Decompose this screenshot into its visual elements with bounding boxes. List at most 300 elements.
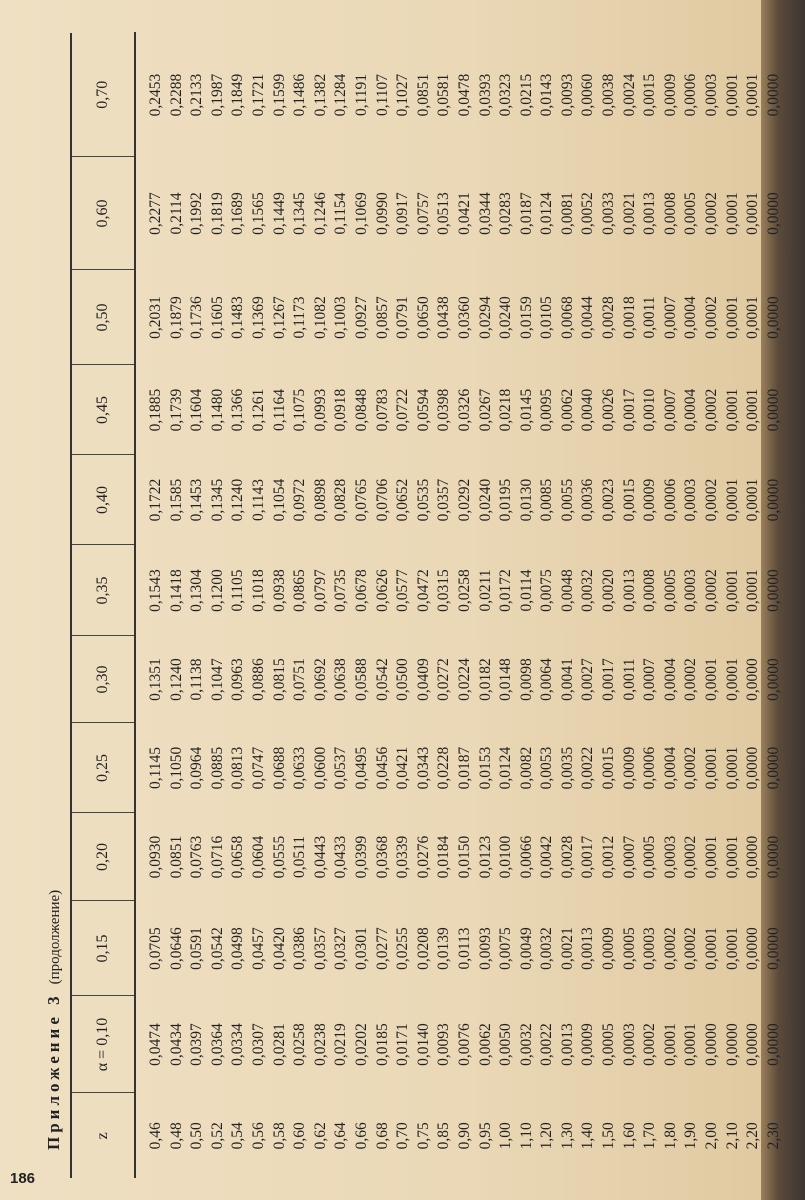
table-cell: 0,0277 [373, 927, 391, 970]
table-cell: 0,0393 [476, 73, 494, 117]
header-alpha: 0,20 [71, 813, 135, 901]
table-cell: 0,0930 [147, 835, 164, 879]
table-cell: 0,0918 [332, 388, 350, 432]
table-cell: 0,0076 [455, 1023, 473, 1066]
table-caption [40, 890, 68, 1150]
table-cell: 0,0421 [455, 192, 473, 235]
table-cell: 0,0013 [620, 569, 638, 612]
table-cell: 0,1164 [270, 388, 288, 432]
table-cell: 0,0000 [764, 192, 782, 235]
table-cell: 0,0002 [703, 192, 721, 235]
table-cell: 0,0542 [373, 658, 391, 701]
table-cell: 0,0000 [764, 835, 782, 879]
table-cell: 0,0001 [723, 478, 741, 522]
table-cell: 0,0184 [435, 835, 453, 879]
table-cell: 0,0326 [455, 388, 473, 432]
table-cell: 0,0001 [723, 835, 741, 879]
table-cell: 0,0258 [291, 1023, 309, 1066]
table-cell: 2,10 [723, 1122, 741, 1150]
table-cell: 0,0015 [600, 746, 618, 790]
table-cell: 0,0283 [497, 192, 515, 235]
table-cell: 0,0000 [764, 388, 782, 432]
table-cell: 0,0064 [538, 658, 556, 701]
table-cell: 0,0007 [620, 835, 638, 879]
table-cell: 0,1018 [249, 569, 267, 612]
table-cell: 0,1191 [352, 73, 370, 117]
table-cell: 0,0705 [147, 927, 164, 970]
header-alpha: 0,35 [71, 545, 135, 636]
table-cell: 0,0000 [703, 1023, 721, 1066]
table-cell: 0,0434 [167, 1023, 185, 1066]
table-cell: 0,0001 [703, 835, 721, 879]
table-cell: 0,0000 [764, 927, 782, 970]
table-cell: 0,0001 [744, 73, 762, 117]
table-cell: 0,1284 [332, 73, 350, 117]
table-cell: 0,1082 [311, 296, 329, 339]
table-cell: 0,0885 [208, 746, 226, 790]
table-cell: 0,0001 [744, 478, 762, 522]
table-cell: 0,0002 [682, 658, 700, 701]
table-cell: 0,0001 [661, 1023, 679, 1066]
table-cell: 0,52 [208, 1122, 226, 1150]
table-cell: 0,1003 [332, 296, 350, 339]
table-cell: 0,0211 [476, 569, 494, 612]
table-cell: 0,1173 [291, 296, 309, 339]
table-cell: 0,1369 [249, 296, 267, 339]
table-cell: 0,2031 [147, 296, 164, 339]
table-cell: 0,0053 [538, 746, 556, 790]
table-cell: 0,0722 [394, 388, 412, 432]
column-values [135, 33, 784, 157]
table-cell: 0,0542 [208, 927, 226, 970]
table-cell: 0,0007 [661, 296, 679, 339]
table-cell: 0,0457 [249, 927, 267, 970]
table-cell: 1,40 [579, 1122, 597, 1150]
table-cell: 0,0001 [703, 927, 721, 970]
column-values [135, 270, 784, 365]
table-cell: 0,0202 [352, 1023, 370, 1066]
table-cell: 0,0238 [311, 1023, 329, 1066]
table-cell: 0,0591 [188, 927, 206, 970]
table-cell: 0,54 [229, 1122, 247, 1150]
table-cell: 0,0001 [723, 73, 741, 117]
table-cell: 0,0763 [188, 835, 206, 879]
table-cell: 0,0815 [270, 658, 288, 701]
table-cell: 0,0438 [435, 296, 453, 339]
table-cell: 0,0003 [682, 478, 700, 522]
table-cell: 0,0187 [455, 746, 473, 790]
table-cell: 0,1418 [167, 569, 185, 612]
table-cell: 0,0500 [394, 658, 412, 701]
table-cell: 0,0001 [682, 1023, 700, 1066]
table-cell: 0,0344 [476, 192, 494, 235]
table-cell: 0,0386 [291, 927, 309, 970]
table-cell: 0,0577 [394, 569, 412, 612]
table-cell: 0,0000 [744, 1023, 762, 1066]
table-cell: 0,0007 [661, 388, 679, 432]
table-cell: 0,0650 [414, 296, 432, 339]
table-cell: 0,0343 [414, 746, 432, 790]
header-alpha: 0,15 [71, 901, 135, 996]
table-cell: 0,0003 [620, 1023, 638, 1066]
table-cell: 0,0015 [620, 478, 638, 522]
table-cell: 0,0093 [435, 1023, 453, 1066]
table-cell: 1,00 [497, 1122, 515, 1150]
table-cell: 0,0276 [414, 835, 432, 879]
table-cell: 0,0139 [435, 927, 453, 970]
table-cell: 0,2277 [147, 192, 164, 235]
table-cell: 0,56 [249, 1122, 267, 1150]
table-cell: 0,0012 [600, 835, 618, 879]
table-cell: 0,0339 [394, 835, 412, 879]
table-cell: 0,0052 [579, 192, 597, 235]
table-cell: 0,0032 [517, 1023, 535, 1066]
table-cell: 0,0001 [723, 746, 741, 790]
table-cell: 0,0000 [764, 746, 782, 790]
table-cell: 0,1200 [208, 569, 226, 612]
table-cell: 0,0813 [229, 746, 247, 790]
table-cell: 0,0000 [764, 658, 782, 701]
table-cell: 0,1345 [291, 192, 309, 235]
table-cell: 0,0042 [538, 835, 556, 879]
table-cell: 1,50 [600, 1122, 618, 1150]
table-cell: 0,0062 [476, 1023, 494, 1066]
table-cell: 0,0638 [332, 658, 350, 701]
table-cell: 0,0594 [414, 388, 432, 432]
table-cell: 0,0040 [579, 388, 597, 432]
table-cell: 0,1345 [208, 478, 226, 522]
column-values [135, 723, 784, 813]
table-cell: 0,0022 [538, 1023, 556, 1066]
table-cell: 0,1879 [167, 296, 185, 339]
table-cell: 0,0000 [764, 478, 782, 522]
table-cell: 0,62 [311, 1122, 329, 1150]
table-cell: 0,0068 [558, 296, 576, 339]
table-cell: 0,1722 [147, 478, 164, 522]
header-alpha: 0,40 [71, 455, 135, 545]
table-cell: 0,0017 [579, 835, 597, 879]
table-cell: 0,0399 [352, 835, 370, 879]
table-cell: 0,0420 [270, 927, 288, 970]
table-cell: 0,0027 [579, 658, 597, 701]
table-cell: 0,0002 [682, 835, 700, 879]
table-cell: 0,0062 [558, 388, 576, 432]
table-cell: 0,1885 [147, 388, 164, 432]
table-cell: 0,0002 [703, 296, 721, 339]
table-cell: 0,0009 [600, 927, 618, 970]
table-cell: 0,0219 [332, 1023, 350, 1066]
table-cell: 0,0004 [661, 746, 679, 790]
table-cell: 0,0082 [517, 746, 535, 790]
table-cell: 0,1599 [270, 73, 288, 117]
table-cell: 0,0011 [620, 658, 638, 701]
table-cell: 0,0990 [373, 192, 391, 235]
table-cell: 0,2288 [167, 73, 185, 117]
table-cell: 0,0368 [373, 835, 391, 879]
table-cell: 0,0002 [682, 746, 700, 790]
table-cell: 0,0511 [291, 835, 309, 879]
table-cell: 0,1382 [311, 73, 329, 117]
table-cell: 0,0678 [352, 569, 370, 612]
table-cell: 0,1689 [229, 192, 247, 235]
table-cell: 0,1483 [229, 296, 247, 339]
table-cell: 0,0145 [517, 388, 535, 432]
table-cell: 0,0001 [723, 927, 741, 970]
table-cell: 0,0757 [414, 192, 432, 235]
table-cell: 0,0172 [497, 569, 515, 612]
table-cell: 0,0218 [497, 388, 515, 432]
table-cell: 0,0000 [744, 658, 762, 701]
table-cell: 0,0633 [291, 746, 309, 790]
table-cell: 0,0148 [497, 658, 515, 701]
table-cell: 1,80 [661, 1122, 679, 1150]
table-cell: 0,0272 [435, 658, 453, 701]
table-cell: 0,2133 [188, 73, 206, 117]
table-cell: 0,0972 [291, 478, 309, 522]
table-cell: 0,0397 [188, 1023, 206, 1066]
table-cell: 0,1154 [332, 192, 350, 235]
table-cell: 0,0478 [455, 73, 473, 117]
table-cell: 2,00 [703, 1122, 721, 1150]
table-cell: 0,0292 [455, 478, 473, 522]
caption-main: Приложение 3 [44, 992, 63, 1150]
table-cell: 0,0535 [414, 478, 432, 522]
table-cell: 0,0187 [517, 192, 535, 235]
table-cell: 0,0215 [517, 73, 535, 117]
table-cell: 0,0002 [682, 927, 700, 970]
table-cell: 0,1486 [291, 73, 309, 117]
table-cell: 0,0021 [620, 192, 638, 235]
table-cell: 0,1819 [208, 192, 226, 235]
table-cell: 0,1027 [394, 73, 412, 117]
table-cell: 0,1145 [147, 746, 164, 790]
header-alpha: 0,45 [71, 365, 135, 455]
table-cell: 0,0005 [600, 1023, 618, 1066]
caption-sub: (продолжение) [47, 889, 63, 985]
table-cell: 0,0588 [352, 658, 370, 701]
table-cell: 0,1138 [188, 658, 206, 701]
table-cell: 0,0652 [394, 478, 412, 522]
column-values [135, 157, 784, 270]
table-cell: 0,0294 [476, 296, 494, 339]
header-z: z [71, 1093, 135, 1178]
table-cell: 0,0315 [435, 569, 453, 612]
table-cell: 0,0001 [703, 746, 721, 790]
table-cell: 0,1267 [270, 296, 288, 339]
table-cell: 0,0182 [476, 658, 494, 701]
table-cell: 0,0017 [600, 658, 618, 701]
table-cell: 0,1054 [270, 478, 288, 522]
table-cell: 0,0398 [435, 388, 453, 432]
table-cell: 0,0009 [641, 478, 659, 522]
table-cell: 0,1739 [167, 388, 185, 432]
table-cell: 0,0000 [744, 835, 762, 879]
table-cell: 0,0001 [723, 192, 741, 235]
table-cell: 0,0581 [435, 73, 453, 117]
table-cell: 0,0963 [229, 658, 247, 701]
table-cell: 0,1105 [229, 569, 247, 612]
table-cell: 0,0001 [723, 569, 741, 612]
table-cell: 0,0323 [497, 73, 515, 117]
table-cell: 0,0360 [455, 296, 473, 339]
table-cell: 0,0060 [579, 73, 597, 117]
table-cell: 0,0706 [373, 478, 391, 522]
table-cell: 0,0000 [723, 1023, 741, 1066]
table-cell: 0,0865 [291, 569, 309, 612]
table-cell: 0,0185 [373, 1023, 391, 1066]
table-cell: 0,0240 [476, 478, 494, 522]
table-cell: 1,10 [517, 1122, 535, 1150]
table-cell: 0,0240 [497, 296, 515, 339]
table-cell: 0,1047 [208, 658, 226, 701]
table-cell: 0,1543 [147, 569, 164, 612]
table-cell: 0,0007 [641, 658, 659, 701]
table-cell: 0,66 [352, 1122, 370, 1150]
table-cell: 0,0848 [352, 388, 370, 432]
table-cell: 1,60 [620, 1122, 638, 1150]
table-cell: 0,0003 [661, 835, 679, 879]
table-cell: 0,1246 [311, 192, 329, 235]
table-cell: 0,0357 [311, 927, 329, 970]
table-cell: 0,0993 [311, 388, 329, 432]
column-values [135, 545, 784, 636]
table-cell: 0,0228 [435, 746, 453, 790]
table-cell: 0,0032 [579, 569, 597, 612]
table-cell: 0,0626 [373, 569, 391, 612]
table-cell: 0,0604 [249, 835, 267, 879]
table-cell: 2,30 [764, 1122, 782, 1150]
table-cell: 0,0035 [558, 746, 576, 790]
table-cell: 0,0001 [703, 658, 721, 701]
table-cell: 0,0028 [558, 835, 576, 879]
column-values [135, 901, 784, 996]
table-cell: 0,1453 [188, 478, 206, 522]
table-cell: 0,0008 [641, 569, 659, 612]
table-cell: 0,0735 [332, 569, 350, 612]
table-cell: 0,0044 [579, 296, 597, 339]
table-cell: 0,0006 [682, 73, 700, 117]
table-cell: 0,0000 [764, 73, 782, 117]
table-cell: 1,90 [682, 1122, 700, 1150]
table-cell: 0,2114 [167, 192, 185, 235]
table-cell: 0,0005 [661, 569, 679, 612]
table-cell: 0,0001 [744, 296, 762, 339]
table-cell: 0,0000 [744, 927, 762, 970]
table-cell: 0,0258 [455, 569, 473, 612]
table-cell: 0,95 [476, 1122, 494, 1150]
table-cell: 0,0038 [600, 73, 618, 117]
table-cell: 0,0124 [538, 192, 556, 235]
table-cell: 0,0050 [497, 1023, 515, 1066]
table-cell: 0,1449 [270, 192, 288, 235]
table-header-row [71, 33, 135, 1178]
table-cell: 0,0009 [661, 73, 679, 117]
table-cell: 0,1565 [249, 192, 267, 235]
table-cell: 0,0688 [270, 746, 288, 790]
table-cell: 0,0013 [641, 192, 659, 235]
table-cell: 0,0433 [332, 835, 350, 879]
table-cell: 0,1987 [208, 73, 226, 117]
table-cell: 1,30 [558, 1122, 576, 1150]
table-cell: 0,0000 [744, 746, 762, 790]
rotated-page-content [30, 33, 782, 1178]
table-cell: 0,0307 [249, 1023, 267, 1066]
table-cell: 0,0000 [764, 569, 782, 612]
column-values [135, 813, 784, 901]
table-cell: 0,0964 [188, 746, 206, 790]
table-cell: 0,1069 [352, 192, 370, 235]
table-cell: 0,0886 [249, 658, 267, 701]
table-cell: 0,48 [167, 1122, 185, 1150]
table-cell: 0,0537 [332, 746, 350, 790]
page-number: 186 [10, 1170, 36, 1187]
table-cell: 0,0498 [229, 927, 247, 970]
table-cell: 0,0716 [208, 835, 226, 879]
table-cell: 0,1050 [167, 746, 185, 790]
table-cell: 0,0002 [703, 478, 721, 522]
table-cell: 0,0001 [723, 296, 741, 339]
table-cell: 0,1480 [208, 388, 226, 432]
table-cell: 0,0093 [558, 73, 576, 117]
table-cell: 0,0791 [394, 296, 412, 339]
column-values [135, 455, 784, 545]
table-cell: 0,0851 [414, 73, 432, 117]
table-cell: 0,0048 [558, 569, 576, 612]
table-cell: 0,0357 [435, 478, 453, 522]
table-cell: 0,0004 [682, 296, 700, 339]
table-cell: 0,0075 [497, 927, 515, 970]
data-table [70, 33, 784, 1179]
header-alpha: 0,30 [71, 636, 135, 723]
table-cell: 0,1075 [291, 388, 309, 432]
table-cell: 0,1849 [229, 73, 247, 117]
table-cell: 0,0017 [620, 388, 638, 432]
table-cell: 0,90 [455, 1122, 473, 1150]
column-z [135, 1093, 784, 1178]
table-cell: 0,0002 [703, 388, 721, 432]
table-cell: 0,0495 [352, 746, 370, 790]
table-cell: 0,0004 [661, 658, 679, 701]
table-cell: 0,0013 [579, 927, 597, 970]
header-alpha: 0,60 [71, 157, 135, 270]
table-cell: 0,0008 [661, 192, 679, 235]
table-cell: 0,70 [394, 1122, 412, 1150]
table-cell: 0,0001 [744, 192, 762, 235]
table-cell: 0,1261 [249, 388, 267, 432]
table-cell: 0,0020 [600, 569, 618, 612]
table-cell: 0,0026 [600, 388, 618, 432]
table-cell: 0,0006 [641, 746, 659, 790]
table-cell: 0,0041 [558, 658, 576, 701]
table-cell: 0,1107 [373, 73, 391, 117]
table-cell: 0,0001 [723, 658, 741, 701]
table-cell: 0,0474 [147, 1023, 164, 1066]
table-cell: 0,0114 [517, 569, 535, 612]
table-cell: 0,0022 [579, 746, 597, 790]
table-cell: 0,0033 [600, 192, 618, 235]
table-cell: 0,1366 [229, 388, 247, 432]
table-cell: 0,0049 [517, 927, 535, 970]
table-cell: 0,64 [332, 1122, 350, 1150]
table-cell: 0,1351 [147, 658, 164, 701]
table-cell: 0,1143 [249, 478, 267, 522]
table-cell: 0,0093 [476, 927, 494, 970]
table-cell: 0,0000 [764, 296, 782, 339]
table-cell: 0,0000 [764, 1023, 782, 1066]
table-cell: 0,0003 [703, 73, 721, 117]
table-cell: 0,0150 [455, 835, 473, 879]
header-alpha: α = 0,10 [71, 996, 135, 1093]
